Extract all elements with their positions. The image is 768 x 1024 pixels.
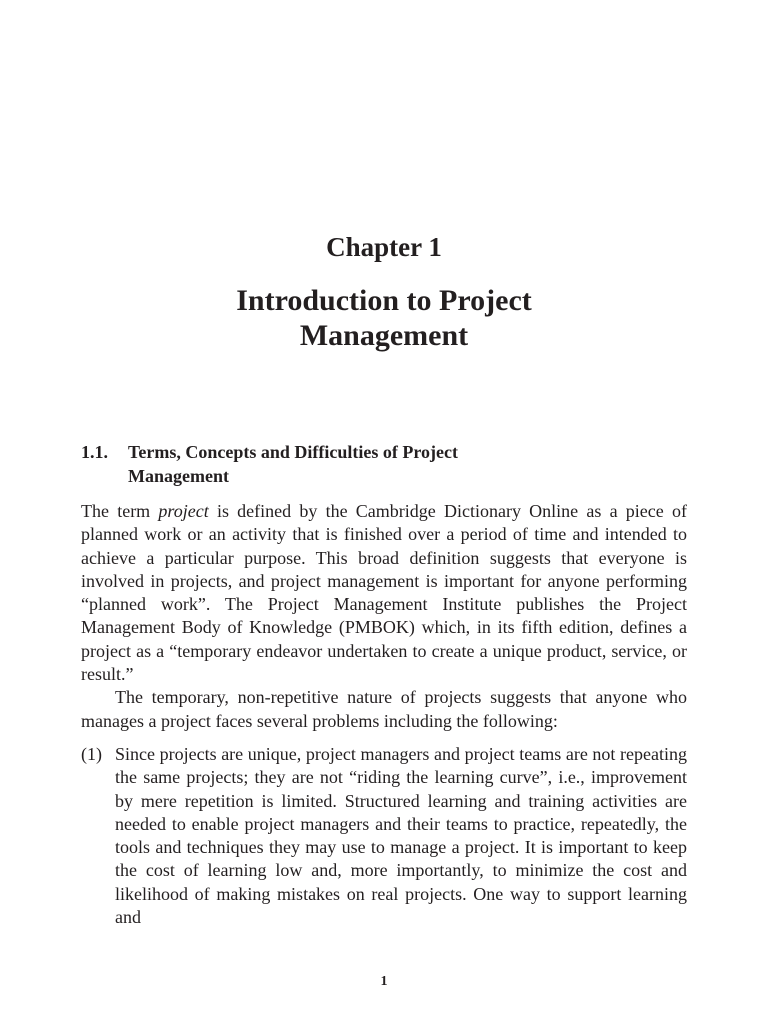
section-title-line-1: Terms, Concepts and Difficulties of Project bbox=[128, 442, 458, 462]
paragraph-1 bbox=[81, 500, 687, 686]
section-heading bbox=[81, 440, 681, 488]
list-item-text: Since projects are unique, project managers and project teams are not repeating the same projects; they are not “riding the learning curve”, i.e., improvement by mere repetition is limited. Structured learning and training activities are needed to enable project managers and their teams to practice, repeatedly, the tools and techniques they may use to manage a project. It is important to keep the cost of learning low and, more importantly, to minimize the cost and likelihood of making mistakes on real projects. One way to support learning and bbox=[115, 743, 687, 928]
list-item bbox=[81, 743, 687, 929]
chapter-title bbox=[0, 283, 768, 353]
section-number: 1.1. bbox=[81, 442, 108, 462]
term-project: project bbox=[158, 501, 209, 521]
problem-list bbox=[81, 743, 687, 929]
body-text bbox=[81, 500, 687, 929]
paragraph-1-start: The term bbox=[81, 501, 159, 521]
chapter-title-line-2: Management bbox=[299, 319, 469, 352]
paragraph-1-rest: is defined by the Cambridge Dictionary Online as a piece of planned work or an activity that is finished over a period of time and intended to achieve a particular purpose. This broad definition suggests that everyone is involved in projects, and project management is important for anyone performing “planned work”. The Project Management Institute publishes the Project Management Body of Knowledge (PMBOK) which, in its fifth edition, defines a project as a “temporary endeavor undertaken to create a unique product, service, or result.” bbox=[81, 501, 687, 685]
page-number: 1 bbox=[380, 974, 388, 989]
paragraph-2: The temporary, non-repetitive nature of projects suggests that anyone who manages a project faces several problems including the following: bbox=[81, 687, 687, 731]
list-item-marker: (1) bbox=[81, 743, 102, 764]
section-title-line-2: Management bbox=[128, 466, 229, 486]
chapter-title-line-1: Introduction to Project bbox=[236, 284, 532, 317]
chapter-label: Chapter 1 bbox=[326, 232, 442, 262]
